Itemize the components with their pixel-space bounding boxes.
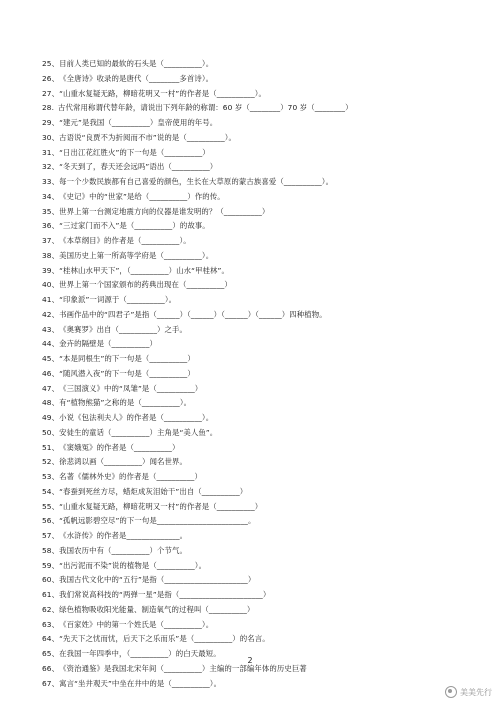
question-item: [42, 603, 482, 618]
question-number: 39、: [42, 265, 60, 275]
question-item: [42, 455, 482, 470]
question-item: [42, 72, 482, 87]
question-text: 徐悲鸿以画（__________）闻名世界。: [59, 457, 187, 467]
question-number: 31、: [42, 147, 60, 157]
question-number: 43、: [42, 324, 60, 334]
question-number: 66、: [42, 663, 60, 673]
question-item: [42, 146, 482, 161]
watermark: [445, 686, 492, 698]
question-text: 《三国演义》中的“凤雏”是（__________）: [59, 383, 203, 393]
question-item: [42, 470, 482, 485]
question-number: 61、: [42, 590, 60, 599]
question-item: [42, 677, 482, 692]
question-number: 47、: [42, 383, 60, 393]
question-number: 35、: [42, 206, 60, 216]
question-text: 《窦娥冤》的作者是（__________）: [59, 442, 180, 452]
question-item: [42, 632, 482, 647]
question-number: 29、: [42, 118, 60, 127]
question-text: 《史记》中的“世家”是给（__________）作的传。: [59, 191, 225, 201]
question-text: 目前人类已知的最软的石头是（__________）。: [59, 59, 214, 68]
question-number: 27、: [42, 88, 60, 98]
page-number: 2: [247, 656, 253, 665]
question-item: [42, 175, 482, 190]
question-text: “春蚕到死丝方尽，蜡炬成灰泪始干”出自（__________）: [59, 486, 248, 496]
question-text: “山重水复疑无路，柳暗花明又一村”的作者是（__________）。: [59, 88, 267, 98]
question-number: 64、: [42, 634, 60, 644]
question-item: [42, 441, 482, 456]
question-number: 33、: [42, 177, 60, 186]
question-item: [42, 588, 482, 603]
question-item: [42, 485, 482, 500]
question-item: [42, 101, 482, 116]
question-text: “日出江花红胜火”的下一句是（__________）: [59, 147, 210, 157]
question-number: 38、: [42, 250, 60, 260]
question-text: “印象派”一词源于（__________）。: [59, 295, 177, 304]
question-number: 60、: [42, 575, 60, 585]
question-text: “孤帆远影碧空尽”的下一句是________________________。: [59, 516, 256, 526]
question-item: [42, 514, 482, 529]
question-item: [42, 618, 482, 633]
question-number: 41、: [42, 295, 60, 304]
question-number: 67、: [42, 678, 60, 688]
question-text: 世界上第一个国家颁布的药典出现在（__________）: [59, 280, 232, 290]
question-number: 56、: [42, 516, 60, 526]
question-item: [42, 573, 482, 588]
question-number: 48、: [42, 398, 60, 408]
question-item: [42, 264, 482, 279]
question-item: [42, 234, 482, 249]
question-number: 63、: [42, 619, 60, 629]
question-text: 我国农历中有（__________）个节气。: [59, 545, 187, 555]
question-item: [42, 323, 482, 338]
question-text: “随风潜入夜”的下一句是（__________）: [59, 368, 195, 378]
question-number: 30、: [42, 132, 60, 142]
question-item: [42, 337, 482, 352]
question-number: 53、: [42, 472, 60, 481]
question-text: 《本草纲目》的作者是（__________）。: [59, 236, 191, 245]
question-text: 我们常说高科技的“两弹一星”是指（______________________）: [59, 590, 271, 599]
question-text: 名著《儒林外史》的作者是（__________）: [59, 472, 202, 481]
question-number: 59、: [42, 560, 60, 570]
question-number: 62、: [42, 604, 60, 614]
question-text: “出污泥而不染”说的植物是（__________）。: [59, 560, 207, 570]
question-number: 37、: [42, 236, 60, 245]
question-item: [42, 205, 482, 220]
question-number: 34、: [42, 191, 60, 201]
question-item: [42, 559, 482, 574]
question-number: 55、: [42, 501, 60, 511]
question-number: 36、: [42, 221, 60, 231]
question-text: 美国历史上第一所高等学府是（__________）。: [59, 250, 214, 260]
question-text: 金卉的隔壁是（__________）: [59, 339, 157, 349]
question-text: “本是同根生”的下一句是（__________）: [59, 354, 195, 363]
question-number: 57、: [42, 531, 60, 540]
question-number: 25、: [42, 59, 60, 68]
question-number: 54、: [42, 486, 60, 496]
question-number: 40、: [42, 280, 60, 290]
question-item: [42, 352, 482, 367]
question-item: [42, 190, 482, 205]
question-text: 寓言“坐井观天”中坐在井中的是（__________）。: [59, 678, 222, 688]
question-item: [42, 500, 482, 515]
question-number: 28.: [42, 103, 55, 113]
question-item: [42, 219, 482, 234]
question-text: 世界上第一台测定地震方向的仪器是谁发明的？（__________）: [59, 206, 270, 216]
question-item: [42, 57, 482, 72]
question-item: [42, 87, 482, 102]
question-text: 绿色植物吸收阳光能量、制造氧气的过程叫（__________）: [59, 604, 255, 614]
question-item: [42, 544, 482, 559]
question-item: [42, 278, 482, 293]
question-text: 有“植物熊猫”之称的是（__________）。: [59, 398, 192, 408]
question-number: 52、: [42, 457, 60, 467]
question-text: 《奥赛罗》出自（__________）之手。: [59, 324, 187, 334]
question-text: “山重水复疑无路，柳暗花明又一村”的作者是（__________）: [59, 501, 263, 511]
question-text: “冬天到了，春天还会远吗”语出（__________）: [59, 162, 218, 172]
question-item: [42, 426, 482, 441]
question-number: 65、: [42, 649, 60, 658]
question-text: 安徒生的童话（__________）主角是“美人鱼”。: [59, 427, 218, 437]
question-item: [42, 249, 482, 264]
question-text: 《资治通鉴》是我国北宋年间（__________）主编的一部编年体的历史巨著: [59, 663, 307, 673]
question-number: 45、: [42, 354, 60, 363]
question-text: 古语说“良贾不为折阅而不市”说的是（__________）。: [59, 132, 237, 142]
question-number: 58、: [42, 545, 60, 555]
question-number: 26、: [42, 73, 60, 83]
question-text: 在我国一年四季中，（__________）的白天最短。: [59, 649, 221, 658]
question-text: 《水浒传》的作者是______________。: [59, 531, 188, 540]
question-number: 44、: [42, 339, 60, 349]
question-item: [42, 116, 482, 131]
watermark-text: 美美先行: [460, 687, 492, 697]
question-item: [42, 382, 482, 397]
question-text: “桂林山水甲天下”，（__________）山水“甲桂林”。: [59, 265, 229, 275]
question-text: 《百家姓》中的第一个姓氏是（__________）。: [59, 619, 214, 629]
question-number: 49、: [42, 413, 60, 422]
question-number: 46、: [42, 368, 60, 378]
question-text: 我国古代文化中的“五行”是指（______________________）: [59, 575, 256, 585]
question-item: [42, 411, 482, 426]
question-text: “建元”是我国（__________）皇帝使用的年号。: [59, 118, 218, 127]
question-item: [42, 131, 482, 146]
question-number: 51、: [42, 442, 60, 452]
question-text: 《全唐诗》收录的是唐代（________多首诗）。: [59, 73, 214, 83]
question-text: 古代常用称谓代替年龄，请说出下列年龄的称谓：60 岁（________）70 岁（________）: [58, 103, 353, 113]
question-item: [42, 293, 482, 308]
question-list: [42, 57, 482, 691]
question-text: “三过家门而不入”是（__________）的故事。: [59, 221, 210, 231]
question-number: 32、: [42, 162, 60, 172]
weibo-icon: [445, 686, 457, 698]
question-text: 每一个少数民族都有自己喜爱的颜色，生长在大草原的蒙古族喜爱（__________）。: [59, 177, 334, 186]
question-item: [42, 529, 482, 544]
question-item: [42, 308, 482, 323]
question-text: “先天下之忧而忧，后天下之乐而乐”是（__________）的名言。: [59, 634, 270, 644]
question-number: 42、: [42, 309, 60, 319]
question-item: [42, 367, 482, 382]
question-text: 书画作品中的“四君子”是指（______）（______）（______）（______）四种植物。: [59, 309, 327, 319]
question-item: [42, 160, 482, 175]
question-number: 50、: [42, 427, 60, 437]
question-item: [42, 396, 482, 411]
question-text: 小说《包法利夫人》的作者是（__________）。: [59, 413, 214, 422]
